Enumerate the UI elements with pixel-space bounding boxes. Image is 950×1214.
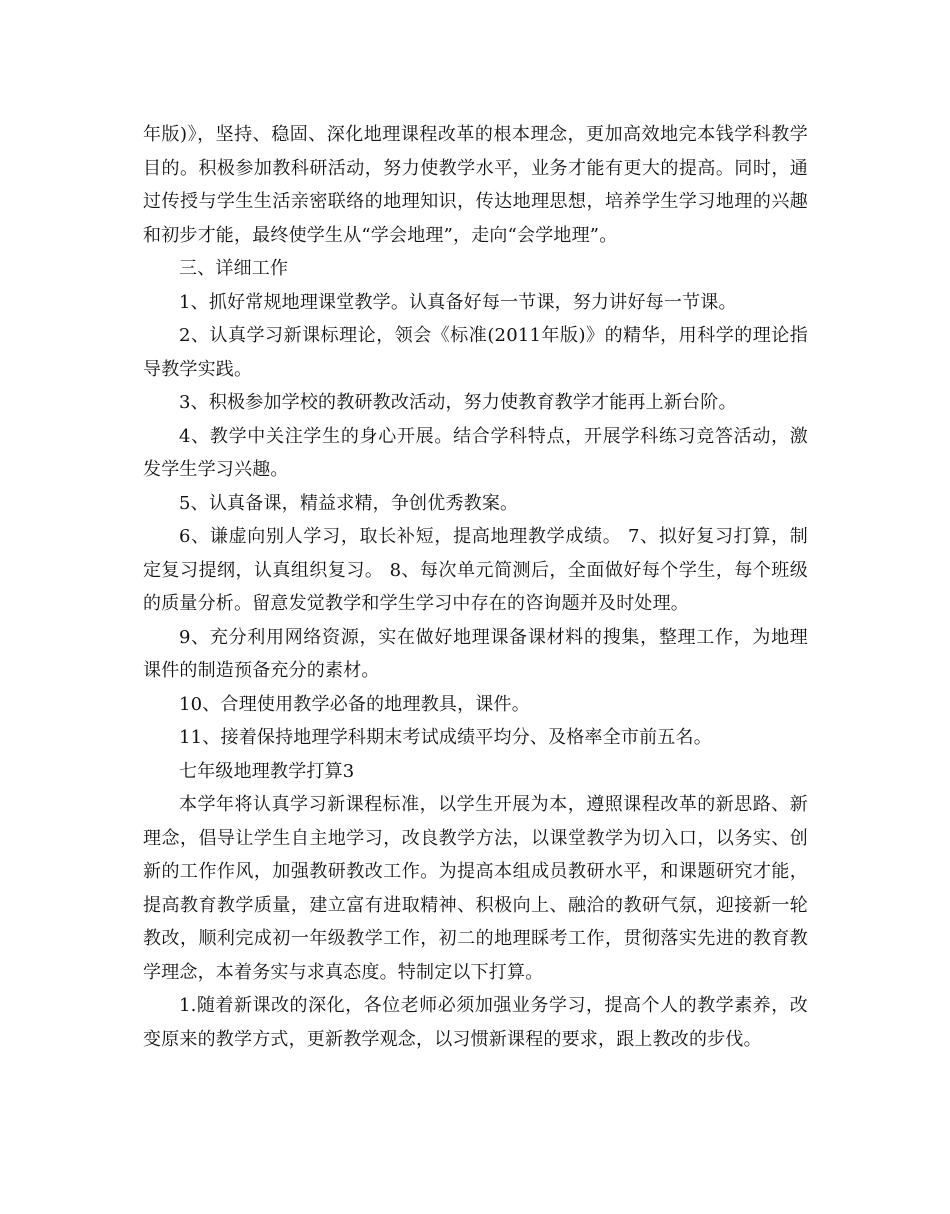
list-item: 6、谦虚向别人学习，取长补短，提高地理教学成绩。 7、拟好复习打算，制定复习提纲，认真组织复习。 8、每次单元简测后，全面做好每个学生，每个班级的质量分析。留意发觉教学和学生学习中存在的咨询题并及时处理。 <box>143 526 808 614</box>
body-paragraph: 本学年将认真学习新课程标准，以学生开展为本，遵照课程改革的新思路、新理念，倡导让学生自主地学习，改良教学方法，以课堂教学为切入口，以务实、创新的工作作风，加强教研教改工作。为提高本组成员教研水平，和课题研究才能，提高教育教学质量，建立富有进取精神、积极向上、融洽的教研气氛，迎接新一轮教改，顺利完成初一年级教学工作，初二的地理睬考工作，贯彻落实先进的教育教学理念，本着务实与求真态度。特制定以下打算。 <box>143 794 808 983</box>
list-item: 4、教学中关注学生的身心开展。结合学科特点，开展学科练习竞答活动，激发学生学习兴趣。 <box>143 425 808 480</box>
section-heading: 三、详细工作 <box>179 258 289 279</box>
list-item: 5、认真备课，精益求精，争创优秀教案。 <box>179 492 519 514</box>
section-title: 七年级地理教学打算3 <box>179 760 355 782</box>
list-item: 2、认真学习新课标理论，领会《标准(2011年版)》的精华，用科学的理论指导教学实践。 <box>143 325 808 380</box>
list-item: 9、充分利用网络资源，实在做好地理课备课材料的搜集，整理工作，为地理课件的制造预备充分的素材。 <box>143 626 808 681</box>
list-item: 1、抓好常规地理课堂教学。认真备好每一节课，努力讲好每一节课。 <box>179 291 737 313</box>
document-page <box>143 118 808 1056</box>
list-item: 1.随着新课改的深化，各位老师必须加强业务学习，提高个人的教学素养，改变原来的教学方式，更新教学观念，以习惯新课程的要求，跟上教改的步伐。 <box>143 995 808 1050</box>
list-item: 11、接着保持地理学科期末考试成绩平均分、及格率全市前五名。 <box>179 727 712 748</box>
list-item: 3、积极参加学校的教研教改活动，努力使教育教学才能再上新台阶。 <box>179 392 737 413</box>
list-item: 10、合理使用教学必备的地理教具，课件。 <box>179 693 530 715</box>
paragraph-continued: 年版)》，坚持、稳固、深化地理课程改革的根本理念，更加高效地完本钱学科教学目的。积极参加教科研活动，努力使教学水平，业务才能有更大的提高。同时，通过传授与学生生活亲密联络的地理知识，传达地理思想，培养学生学习地理的兴趣和初步才能，最终使学生从“学会地理”，走向“会学地理”。 <box>143 124 808 246</box>
